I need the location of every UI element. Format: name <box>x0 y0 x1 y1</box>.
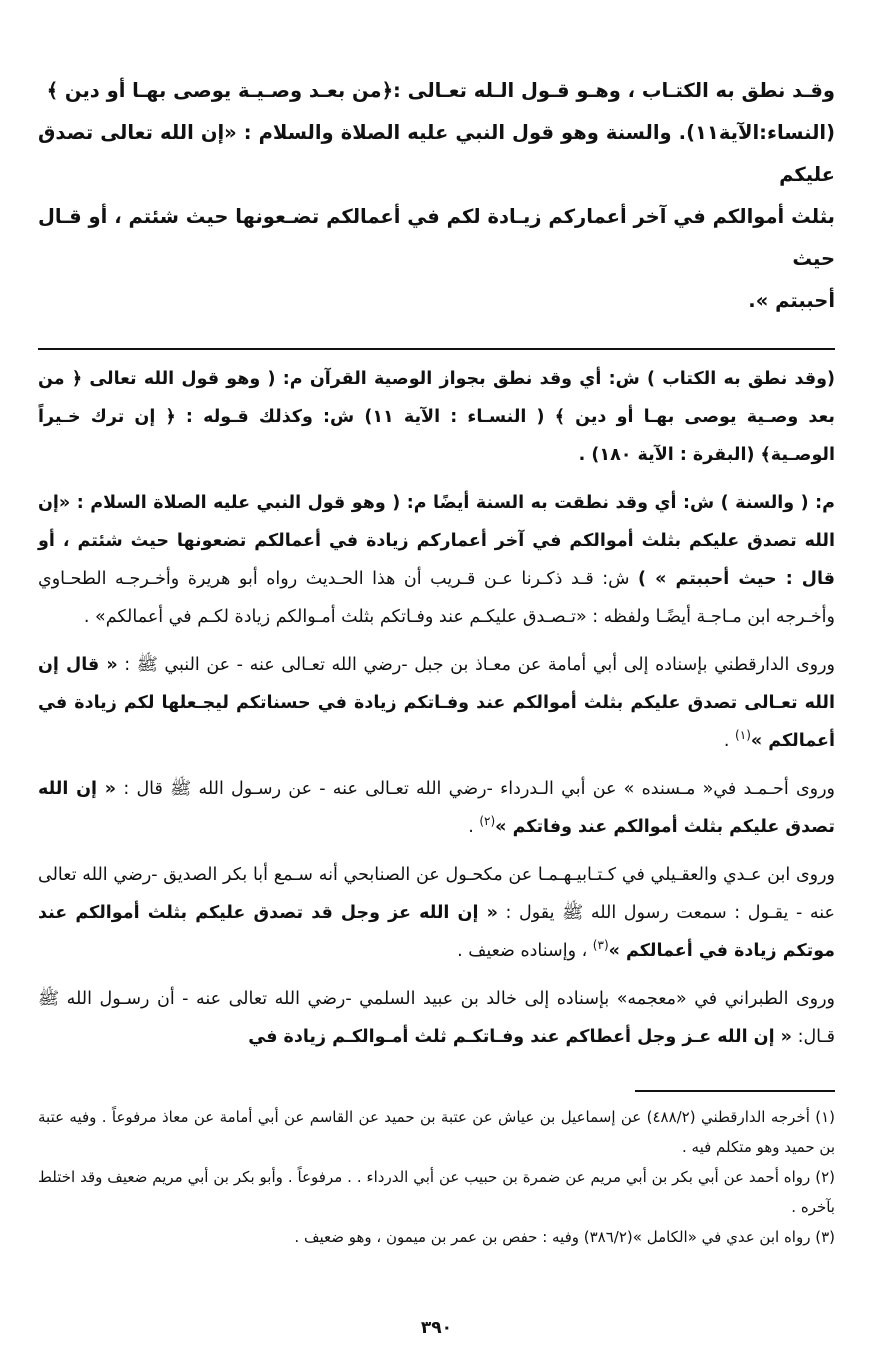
main-text-line: بثلث أموالكم في آخر أعماركم زيـادة لكم في أعمالكم تضـعونها حيث شئتم ، أو قـال حيث <box>38 205 835 270</box>
commentary <box>38 360 835 1056</box>
commentary-paragraph <box>38 646 835 760</box>
commentary-paragraph <box>38 856 835 970</box>
commentary-paragraph <box>38 360 835 474</box>
main-text-line: (النساء:الآية١١). والسنة وهو قول النبي عليه الصلاة والسلام : «إن الله تعالى تصدق عليكم <box>38 121 835 186</box>
hadith-quote: « إن الله عز وجل قد تصدق عليكم بثلث أموالكم عند موتكم زيادة في أعمالكم » <box>38 903 835 961</box>
footnote: (٣) رواه ابن عدي في «الكامل »(٣٨٦/٢) وفيه : حفص بن عمر بن ميمون ، وهو ضعيف . <box>294 1228 835 1246</box>
commentary-quote: م: ( والسنة ) ش: أي وقد نطقت به السنة أيضًا م: ( وهو قول النبي عليه الصلاة السلام : «إن الله تصدق عليكم بثلث أموالكم في آخر أعماركم زيادة في أعمالكم تضعونها حيث شئتم ، أو قال : حيث أحببتم » ) <box>38 493 835 589</box>
footnote-ref[interactable]: (٢) <box>479 814 496 829</box>
commentary-text: (وقد نطق به الكتاب ) ش: أي وقد نطق بجواز الوصية القرآن م: ( وهو قول الله تعالى ﴿ من بعد وصـية يوصى بهـا أو دين ﴾ ( النسـاء : الآية ١١) ش: وكذلك قـوله : ﴿ إن ترك خـيراً الوصـية﴾ (البقرة : الآية ١٨٠) . <box>38 369 835 465</box>
commentary-paragraph <box>38 484 835 636</box>
hadith-quote: « قال إن الله تعـالى تصدق عليكم بثلث أموالكم عند وفـاتكم زيادة في حسناتكم ليجـعلها لكم زيادة في أعمالكم » <box>38 655 835 751</box>
hadith-quote: « إن الله تصدق عليكم بثلث أموالكم عند وفاتكم » <box>38 779 835 837</box>
commentary-text: وروى الدارقطني بإسناده إلى أبي أمامة عن معـاذ بن جبل -رضي الله تعـالى عنه - عن النبي ﷺ : <box>117 655 835 675</box>
commentary-text: وروى أحـمـد في« مـسنده » عن أبي الـدرداء -رضي الله تعـالى عنه - عن رسـول الله ﷺ قال : <box>116 779 835 799</box>
main-text <box>38 70 835 322</box>
commentary-text: وروى ابن عـدي والعقـيلي في كـتـابيـهـمـا عن مكحـول عن الصنابحي أنه سـمع أبا بكر الصديق -رضي الله تعالى عنه - يقـول : سمعت رسول الله ﷺ يقول : <box>38 865 835 923</box>
hadith-quote: « إن الله عـز وجل أعطاكم عند وفـاتكـم ثلث أمـوالكـم زيادة في <box>248 1027 792 1047</box>
commentary-text: وروى الطبراني في «معجمه» بإسناده إلى خالد بن عبيد السلمي -رضي الله تعالى عنه - أن رسـول الله ﷺ قـال: <box>38 989 835 1047</box>
footnote-divider <box>635 1090 835 1092</box>
commentary-paragraph <box>38 770 835 846</box>
section-divider <box>38 348 835 350</box>
footnote: (٢) رواه أحمد عن أبي بكر بن أبي مريم عن ضمرة بن حبيب عن أبي الدرداء . . مرفوعاً . وأبو بكر بن أبي مريم ضعيف وقد اختلط بآخره . <box>38 1168 835 1216</box>
footnote-ref[interactable]: (١) <box>735 728 751 743</box>
commentary-text: . <box>468 817 480 837</box>
page-number: ٣٩٠ <box>420 1318 453 1338</box>
main-text-line: أحببتم ». <box>748 289 835 312</box>
commentary-text: . <box>723 731 736 751</box>
page <box>38 70 835 1252</box>
commentary-paragraph <box>38 980 835 1056</box>
commentary-text: ش: قـد ذكـرنا عـن قـريب أن هذا الحـديث رواه أبو هريرة وأخـرجـه الطحـاوي وأخـرجه ابن مـاجـة أيضًـا ولفظه : «تـصـدق عليكـم عند وفـاتكم بثلث أمـوالكم زيادة لكـم في أعمالكم» . <box>38 569 835 627</box>
footnote-ref[interactable]: (٣) <box>592 938 609 953</box>
footnotes <box>38 1102 835 1252</box>
commentary-text: ، وإسناده ضعيف . <box>457 941 593 961</box>
main-text-line: وقـد نطق به الكتـاب ، وهـو قـول الـله تعـالى :﴿من بعـد وصـيـة يوصى بهـا أو دين ﴾ <box>46 79 835 102</box>
footnote: (١) أخرجه الدارقطني (٤٨٨/٢) عن إسماعيل بن عياش عن عتبة بن حميد عن القاسم عن أبي أمامة عن معاذ مرفوعاً . وفيه عتبة بن حميد وهو متكلم فيه . <box>38 1108 835 1156</box>
